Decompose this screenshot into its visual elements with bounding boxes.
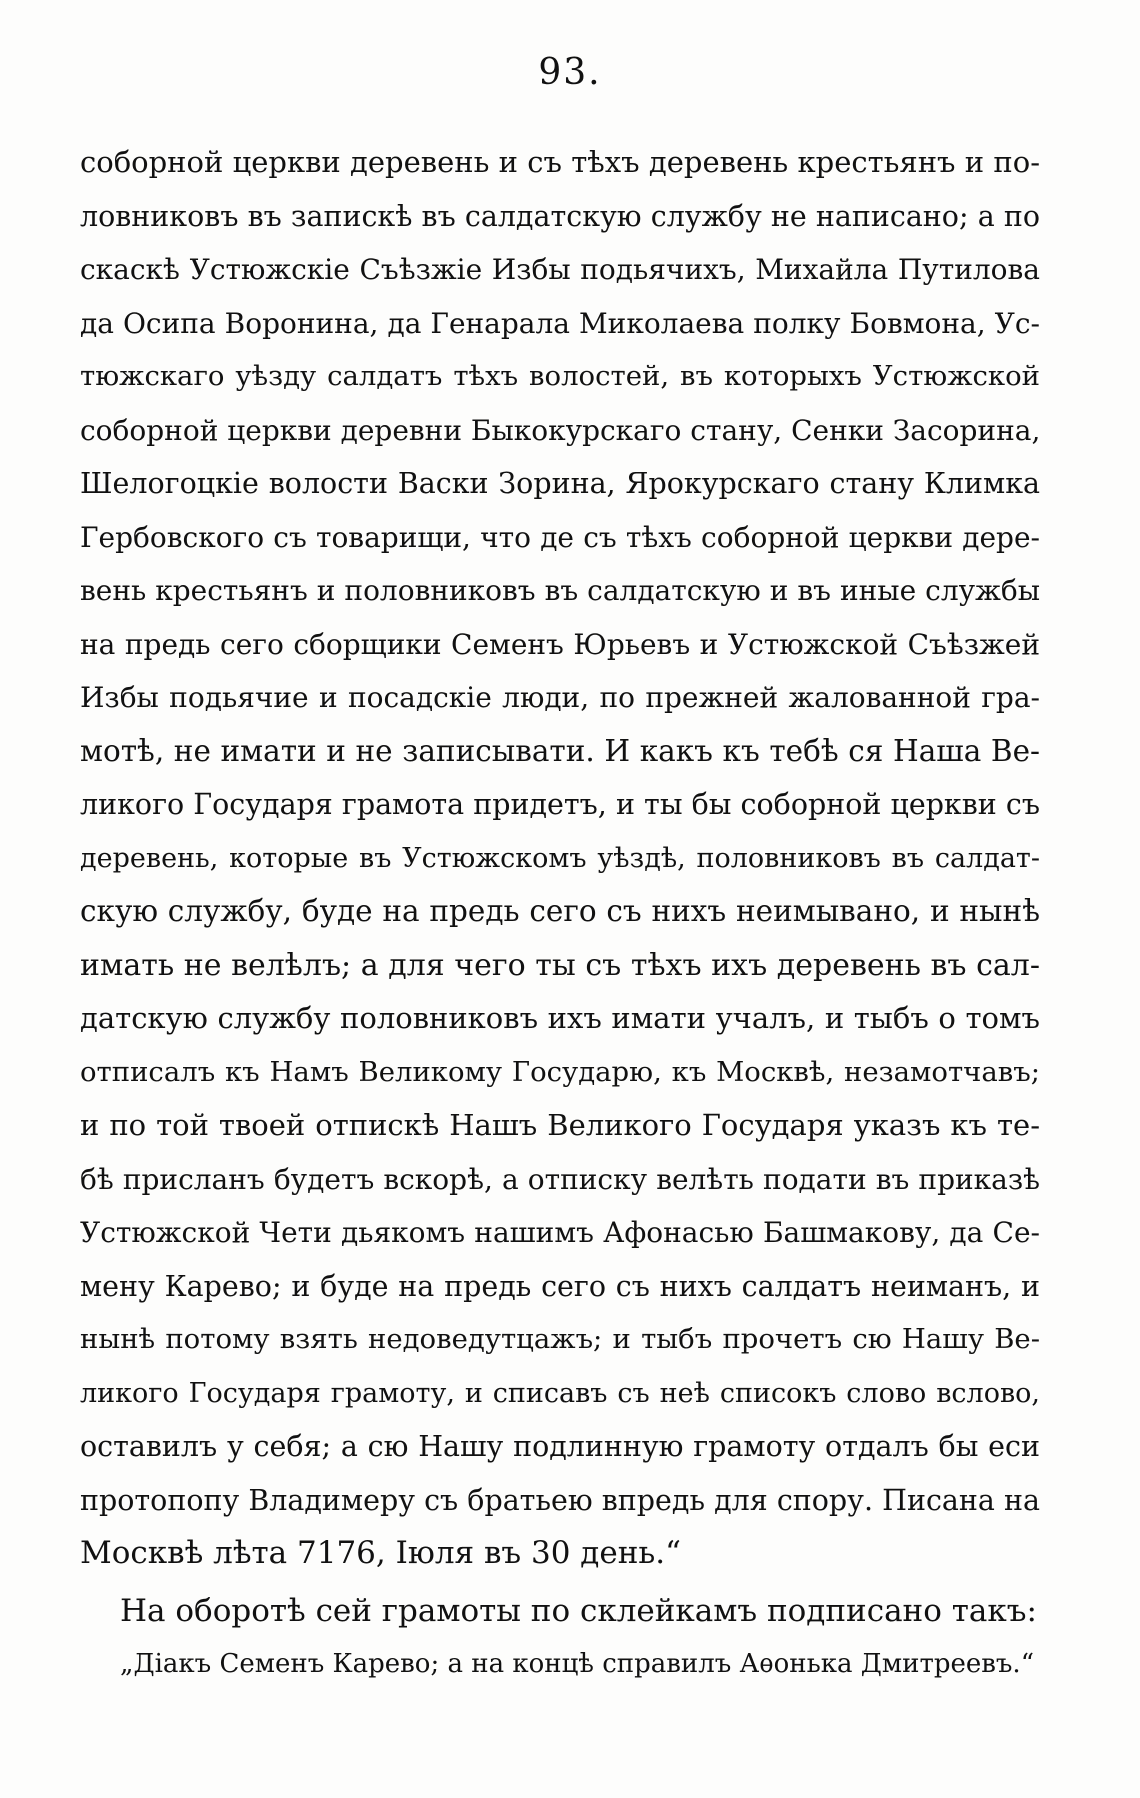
- text-line: ловниковъ въ запискѣ въ салдатскую службу не написано; а по: [80, 199, 1040, 233]
- text-line: ликого Государя грамота придетъ, и ты бы соборной церкви съ: [80, 788, 1040, 821]
- text-line: мену Карево; и буде на предь сего съ нихъ салдатъ неиманъ, и: [80, 1269, 1040, 1303]
- note-line: На оборотѣ сей грамоты по склейкамъ подписано такъ:: [120, 1592, 1037, 1629]
- text-line: да Осипа Воронина, да Генарала Миколаева полку Бовмона, Ус-: [80, 306, 1040, 340]
- text-line: Избы подьячие и посадскіе люди, по прежней жалованной гра-: [80, 681, 1040, 714]
- page-number: 93.: [538, 52, 602, 93]
- text-line: скую службу, буде на предь сего съ нихъ неимывано, и нынѣ: [80, 894, 1040, 928]
- text-line: отписалъ къ Намъ Великому Государю, къ Москвѣ, незамотчавъ;: [80, 1055, 1040, 1088]
- text-line: и по той твоей отпискѣ Нашъ Великого Государя указъ къ те-: [80, 1108, 1040, 1142]
- text-line: Шелогоцкіе волости Васки Зорина, Ярокурскаго стану Климка: [80, 467, 1040, 500]
- text-line-last: Москвѣ лѣта 7176, Іюля въ 30 день.“: [80, 1535, 681, 1571]
- text-line: протопопу Владимеру съ братьею впредь для спору. Писана на: [80, 1483, 1040, 1517]
- text-line: скаскѣ Устюжскіе Съѣзжіе Избы подьячихъ, Михайла Путилова: [80, 253, 1040, 286]
- note-paragraph: [80, 1585, 1040, 1692]
- text-line: на предь сего сборщики Семенъ Юрьевъ и Устюжской Съѣзжей: [80, 627, 1040, 661]
- text-line: Устюжской Чети дьякомъ нашимъ Афонасью Башмакову, да Се-: [80, 1216, 1040, 1249]
- text-line: оставилъ у себя; а сю Нашу подлинную грамоту отдалъ бы еси: [80, 1430, 1040, 1463]
- main-text-block: [80, 136, 1040, 1692]
- text-line: соборной церкви деревни Быкокурскаго стану, Сенки Засорина,: [80, 413, 1041, 447]
- text-line: вень крестьянъ и половниковъ въ салдатскую и въ иные службы: [80, 574, 1040, 607]
- text-line: Гербовского съ товарищи, что де съ тѣхъ соборной церкви дере-: [80, 520, 1040, 554]
- text-line: мотѣ, не имати и не записывати. И какъ къ тебѣ ся Наша Ве-: [80, 733, 1040, 768]
- text-line: нынѣ потому взять недоведутцажъ; и тыбъ прочетъ сю Нашу Ве-: [80, 1323, 1040, 1355]
- signature-line: „Діакъ Семенъ Карево; а на концѣ справилъ Аѳонька Дмитреевъ.“: [120, 1649, 1034, 1679]
- text-line: датскую службу половниковъ ихъ имати учалъ, и тыбъ о томъ: [80, 1001, 1040, 1035]
- text-line: деревень, которые въ Устюжскомъ уѣздѣ, половниковъ въ салдат-: [80, 842, 1040, 874]
- text-line: бѣ присланъ будетъ вскорѣ, а отписку велѣть подати въ приказѣ: [80, 1162, 1040, 1196]
- text-line: ликого Государя грамоту, и списавъ съ неѣ списокъ слово вслово,: [80, 1377, 1040, 1409]
- text-line: тюжскаго уѣзду салдатъ тѣхъ волостей, въ которыхъ Устюжской: [80, 360, 1040, 392]
- text-line: имать не велѣлъ; а для чего ты съ тѣхъ ихъ деревень въ сал-: [80, 947, 1040, 983]
- text-line: соборной церкви деревень и съ тѣхъ деревень крестьянъ и по-: [80, 145, 1040, 179]
